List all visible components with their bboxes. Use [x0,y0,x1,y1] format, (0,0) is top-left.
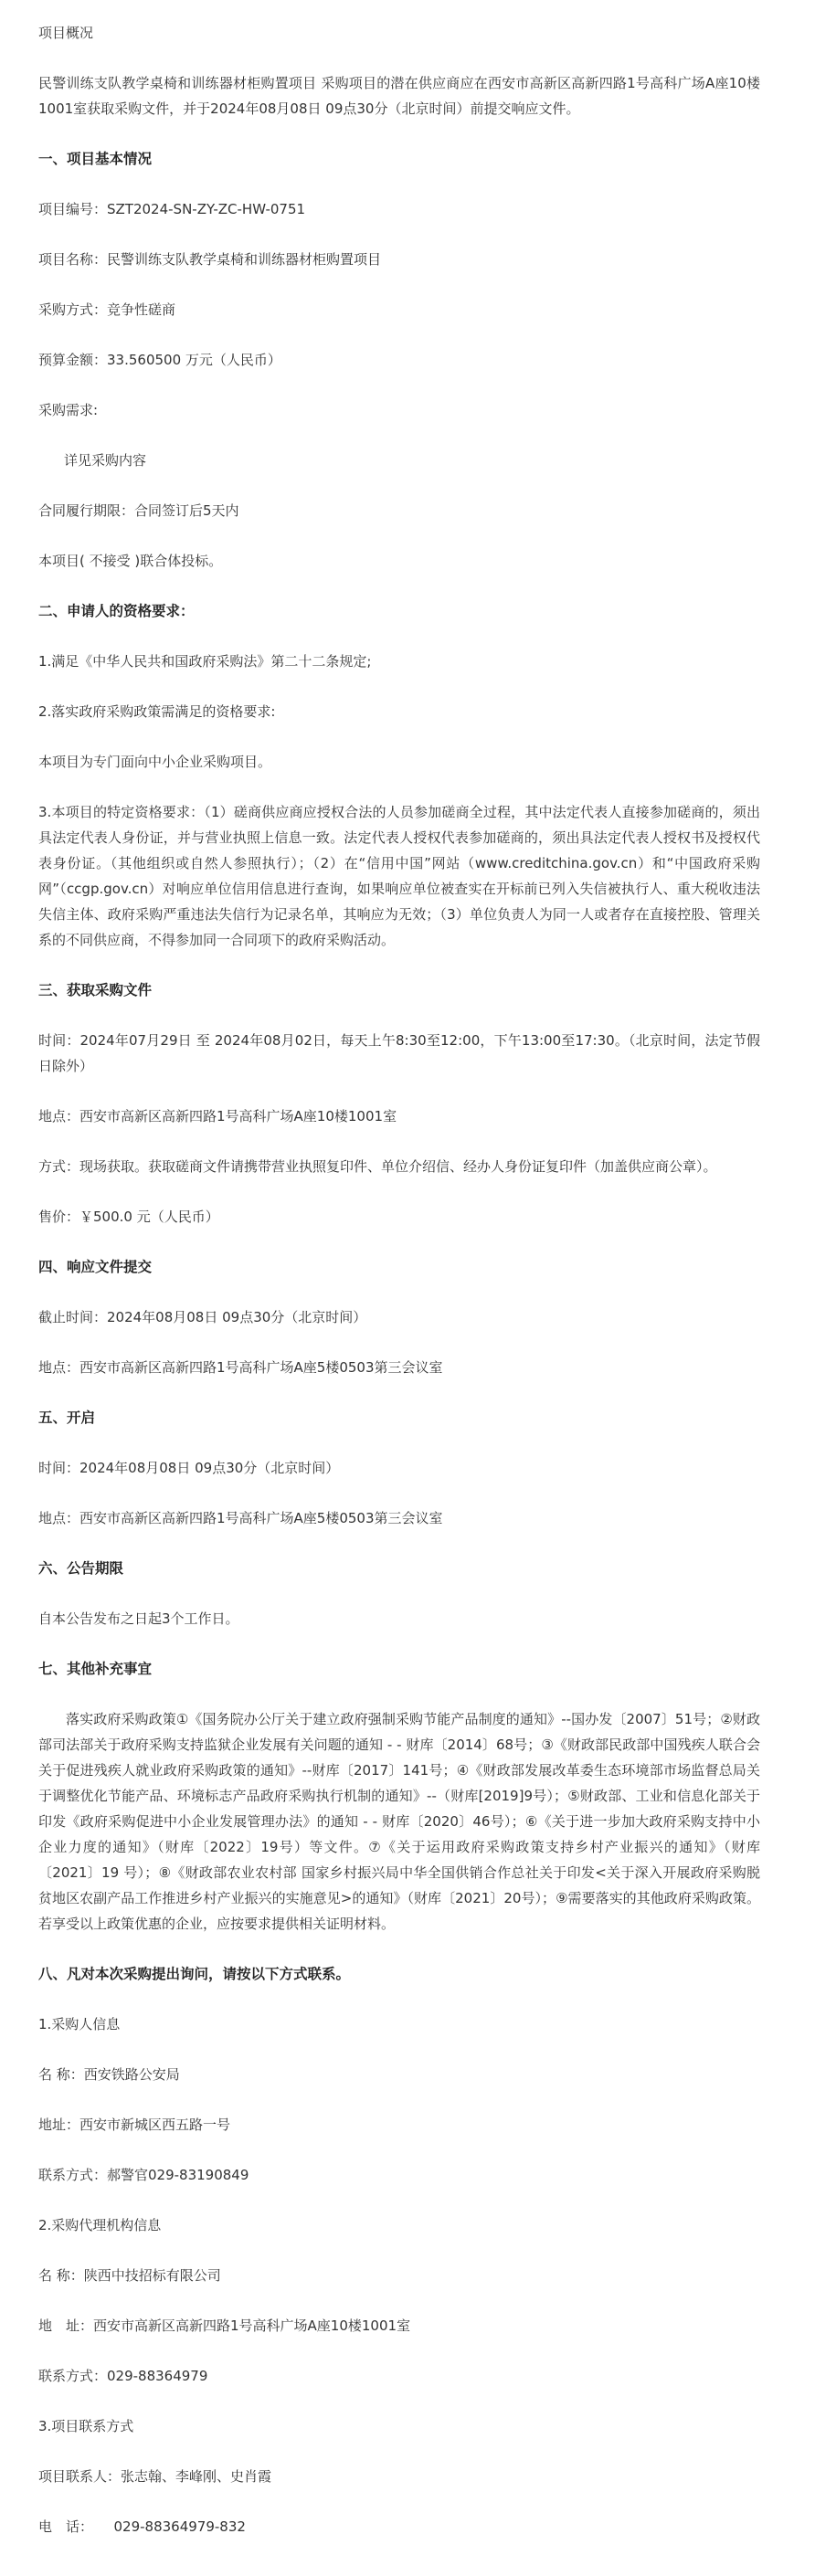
overview-text: 民警训练支队教学桌椅和训练器材柜购置项目 采购项目的潜在供应商应在西安市高新区高新四路1号高科广场A座10楼1001室获取采购文件，并于2024年08月08日 09点30分（北京时间）前提交响应文件。 [38,75,760,117]
agent-info-title: 2.采购代理机构信息 [38,2217,162,2233]
obtain-way: 方式：现场获取。获取磋商文件请携带营业执照复印件、单位介绍信、经办人身份证复印件（加盖供应商公章）。 [38,1158,717,1175]
document-price: 售价：￥500.0 元（人民币） [38,1209,219,1225]
consortium-note: 本项目( 不接受 )联合体投标。 [38,553,223,569]
supplementary-policy-text: 落实政府采购政策①《国务院办公厅关于建立政府强制采购节能产品制度的通知》--国办发〔2007〕51号；②财政部司法部关于政府采购支持监狱企业发展有关问题的通知 - - 财库〔2014〕68号；③《财政部民政部中国残疾人联合会关于促进残疾人就业政府采购政策的通知》--财库〔2017〕141号；④《财政部发展改革委生态环境部市场监督总局关于调整优化节能产品、环境标志产品政府采购执行机制的通知》--（财库[2019]9号）；⑤财政部、工业和信息化部关于印发《政府采购促进中小企业发展管理办法》的通知 - - 财库〔2020〕46号）；⑥《关于进一步加大政府采购支持中小企业力度的通知》（财库〔2022〕19号）等文件。⑦《关于运用政府采购政策支持乡村产业振兴的通知》（财库〔2021〕19 号）；⑧《财政部农业农村部 国家乡村振兴局中华全国供销合作总社关于印发<关于深入开展政府采购脱贫地区农副产品工作推进乡村产业振兴的实施意见>的通知》（财库〔2021〕20号）；⑨需要落实的其他政府采购政策。若享受以上政策优惠的企业，应按要求提供相关证明材料。 [38,1711,760,1932]
buyer-address: 地址：西安市新城区西五路一号 [38,2117,231,2133]
qualification-item-1: 1.满足《中华人民共和国政府采购法》第二十二条规定; [38,653,372,670]
budget-amount: 预算金额：33.560500 万元（人民币） [38,352,281,368]
buyer-name: 名 称：西安铁路公安局 [38,2066,180,2083]
obtain-time: 时间：2024年07月29日 至 2024年08月02日，每天上午8:30至12:00，下午13:00至17:30。（北京时间，法定节假日除外） [38,1032,760,1074]
project-contact-title: 3.项目联系方式 [38,2418,134,2434]
opening-time: 时间：2024年08月08日 09点30分（北京时间） [38,1460,340,1476]
project-contact-phone: 电 话： 029-88364979-832 [38,2518,246,2535]
qualification-item-3: 3.本项目的特定资格要求：（1）磋商供应商应授权合法的人员参加磋商全过程，其中法定代表人直接参加磋商的，须出具法定代表人身份证，并与营业执照上信息一致。法定代表人授权代表参加磋商的，须出具法定代表人授权书及授权代表身份证。（其他组织或自然人参照执行）；（2）在“信用中国”网站（www.creditchina.gov.cn）和“中国政府采购网”（ccgp.gov.cn）对响应单位信用信息进行查询，如果响应单位被查实在开标前已列入失信被执行人、重大税收违法失信主体、政府采购严重违法失信行为记录名单，其响应为无效；（3）单位负责人为同一人或者存在直接控股、管理关系的不同供应商，不得参加同一合同项下的政府采购活动。 [38,804,760,948]
project-name: 项目名称：民警训练支队教学桌椅和训练器材柜购置项目 [38,251,382,268]
qualification-item-2-detail: 本项目为专门面向中小企业采购项目。 [38,754,272,770]
procurement-method: 采购方式：竞争性磋商 [38,301,176,318]
section-5-heading: 五、开启 [38,1409,96,1426]
contract-period: 合同履行期限：合同签订后5天内 [38,502,239,519]
project-number: 项目编号：SZT2024-SN-ZY-ZC-HW-0751 [38,201,306,217]
agent-contact: 联系方式：029-88364979 [38,2368,208,2384]
obtain-place: 地点：西安市高新区高新四路1号高科广场A座10楼1001室 [38,1108,397,1124]
section-2-heading: 二、申请人的资格要求： [38,603,195,619]
overview-heading: 项目概况 [38,25,94,41]
section-3-heading: 三、获取采购文件 [38,982,153,998]
section-7-heading: 七、其他补充事宜 [38,1661,153,1677]
section-4-heading: 四、响应文件提交 [38,1259,153,1275]
section-8-heading: 八、凡对本次采购提出询问，请按以下方式联系。 [38,1966,351,1982]
qualification-item-2: 2.落实政府采购政策需满足的资格要求: [38,703,276,720]
buyer-info-title: 1.采购人信息 [38,2016,121,2032]
submit-place: 地点：西安市高新区高新四路1号高科广场A座5楼0503第三会议室 [38,1359,443,1376]
section-6-heading: 六、公告期限 [38,1560,124,1577]
agent-address: 地 址：西安市高新区高新四路1号高科广场A座10楼1001室 [38,2317,411,2334]
section-1-heading: 一、项目基本情况 [38,151,153,167]
procurement-demand-detail: 详见采购内容 [64,452,147,469]
submit-deadline: 截止时间：2024年08月08日 09点30分（北京时间） [38,1309,367,1325]
notice-period: 自本公告发布之日起3个工作日。 [38,1610,239,1627]
buyer-contact: 联系方式：郝警官029-83190849 [38,2167,249,2183]
project-contact-person: 项目联系人：张志翰、李峰刚、史肖霞 [38,2468,272,2485]
opening-place: 地点：西安市高新区高新四路1号高科广场A座5楼0503第三会议室 [38,1510,443,1526]
agent-name: 名 称：陕西中技招标有限公司 [38,2267,221,2284]
procurement-demand-label: 采购需求: [38,402,99,418]
